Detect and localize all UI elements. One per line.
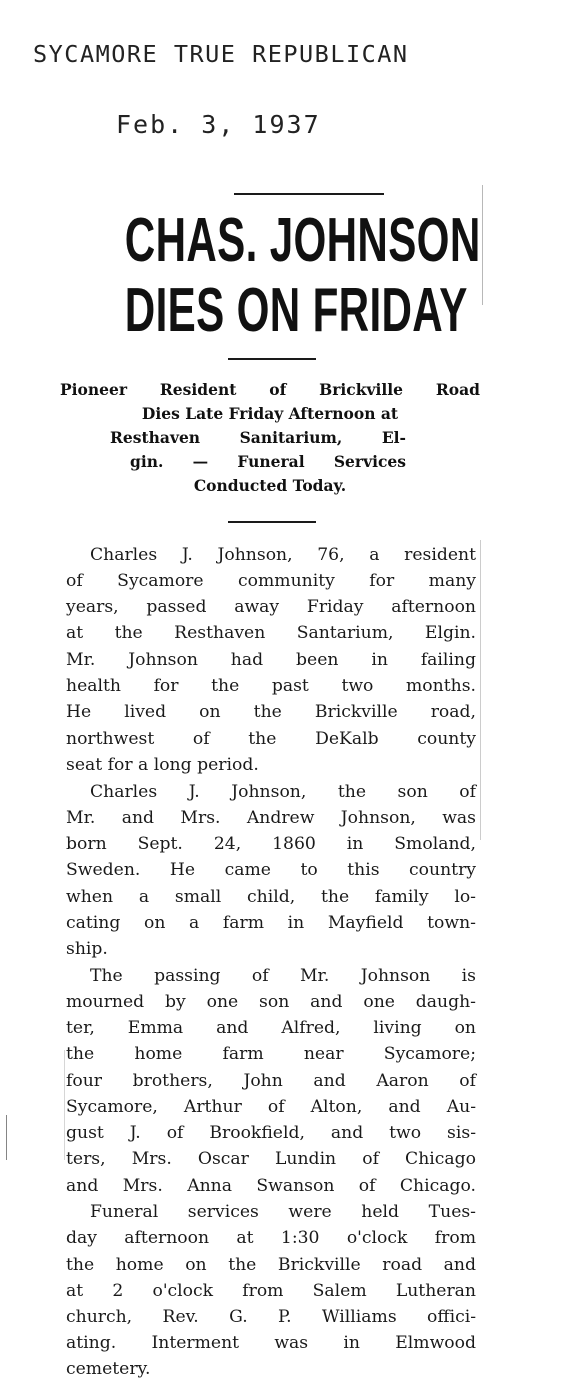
headline-line-2: DIES ON FRIDAY: [124, 276, 468, 345]
article-line: and Mrs. Anna Swanson of Chicago.: [66, 1176, 476, 1196]
article-line: seat for a long period.: [66, 755, 259, 775]
column-edge-mark: [482, 185, 483, 305]
article-line: church, Rev. G. P. Williams offici-: [66, 1307, 476, 1327]
article-line: gust J. of Brookfield, and two sis-: [66, 1123, 476, 1143]
article-line: ters, Mrs. Oscar Lundin of Chicago: [66, 1149, 476, 1169]
article-line: the home farm near Sycamore;: [66, 1044, 476, 1064]
subheadline-line: Resthaven Sanitarium, El-: [110, 428, 406, 447]
article-line: cating on a farm in Mayfield town-: [66, 913, 476, 933]
article-line: at the Resthaven Santarium, Elgin.: [66, 623, 476, 643]
article-line: health for the past two months.: [66, 676, 476, 696]
subheadline-line: Dies Late Friday Afternoon at: [141, 404, 399, 423]
column-edge-mark: [64, 1050, 65, 1160]
article-line: day afternoon at 1:30 o'clock from: [66, 1228, 476, 1248]
article-line: the home on the Brickville road and: [66, 1255, 476, 1275]
article-line: Charles J. Johnson, 76, a resident: [90, 545, 476, 565]
headline-divider: [228, 358, 316, 360]
article-line: Funeral services were held Tues-: [90, 1202, 476, 1222]
article-line: ating. Interment was in Elmwood: [66, 1333, 476, 1353]
article-line: Mr. Johnson had been in failing: [66, 650, 476, 670]
subheadline-line: gin. — Funeral Services: [130, 452, 406, 471]
article-line: four brothers, John and Aaron of: [66, 1071, 476, 1091]
article-line: northwest of the DeKalb county: [66, 729, 476, 749]
article-line: ship.: [66, 939, 108, 959]
article-line: He lived on the Brickville road,: [66, 702, 476, 722]
article-line: at 2 o'clock from Salem Lutheran: [66, 1281, 476, 1301]
article-line: Charles J. Johnson, the son of: [90, 782, 476, 802]
subheadline-line: Conducted Today.: [193, 476, 347, 495]
article-line: of Sycamore community for many: [66, 571, 476, 591]
article-line: cemetery.: [66, 1359, 151, 1379]
article-line: Mr. and Mrs. Andrew Johnson, was: [66, 808, 476, 828]
article-line: The passing of Mr. Johnson is: [90, 966, 476, 986]
subheadline-line: Pioneer Resident of Brickville Road: [60, 380, 480, 399]
publication-date: Feb. 3, 1937: [116, 110, 321, 139]
article-line: ter, Emma and Alfred, living on: [66, 1018, 476, 1038]
article-line: Sycamore, Arthur of Alton, and Au-: [66, 1097, 476, 1117]
page-edge-mark: [6, 1115, 7, 1160]
newspaper-name: SYCAMORE TRUE REPUBLICAN: [33, 40, 409, 68]
column-edge-mark: [480, 540, 481, 840]
article-line: Sweden. He came to this country: [66, 860, 476, 880]
article-line: years, passed away Friday afternoon: [66, 597, 476, 617]
headline-line-1: CHAS. JOHNSON: [124, 206, 481, 275]
article-line: born Sept. 24, 1860 in Smoland,: [66, 834, 476, 854]
subheadline-divider: [228, 521, 316, 523]
top-divider: [234, 193, 384, 195]
article-line: when a small child, the family lo-: [66, 887, 476, 907]
article-line: mourned by one son and one daugh-: [66, 992, 476, 1012]
